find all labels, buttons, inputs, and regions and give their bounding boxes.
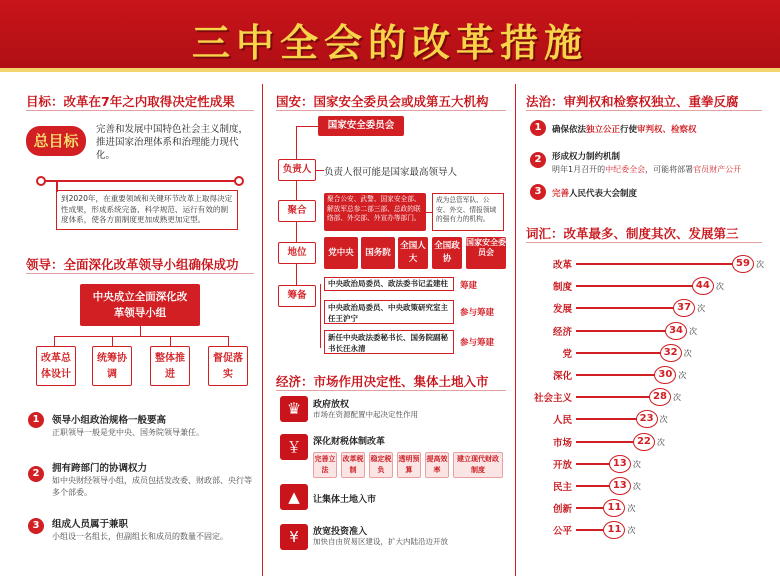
divider [526,242,762,243]
prepare-role: 参与筹建 [460,308,495,318]
word-label: 开放 [552,459,572,471]
divider [26,273,254,274]
word-bar [576,285,694,287]
word-label: 党 [562,348,572,360]
goal-badge: 总目标 [26,126,86,156]
leader-item-title: 领导小组政治规格一般要高 [52,415,167,426]
leader-item-title: 拥有跨部门的协调权力 [52,463,148,474]
header-banner [0,0,780,72]
connector [296,126,318,127]
goal-section-title: 目标：改革在7年之内取得决定性成果 [26,94,235,109]
word-count-suffix: 次 [756,260,764,269]
word-frequency-chart [520,248,770,578]
word-label: 人民 [552,415,572,427]
status-box: 国务院 [361,237,395,269]
word-label: 民主 [552,482,572,493]
word-count: 11 [603,521,625,539]
tax-reform-box: 建立现代财政制度 [453,452,503,478]
dot-icon [36,176,46,186]
word-label: 制度 [552,282,572,294]
leader-item-text: 小组设一名组长，但副组长和成员的数量不固定。 [52,532,228,541]
goal-line [40,180,240,182]
connector [316,170,324,171]
tax-reform-box: 稳定税负 [369,452,393,478]
page-title: 三中全会的改革措施 [191,21,588,65]
tax-reform-box: 完善立法 [313,452,337,478]
word-count: 44 [692,277,714,295]
money-icon: ￥ [280,434,308,460]
economy-item-title: 放宽投资准入 [313,527,368,537]
column-divider [515,84,516,576]
nsc-top-box: 国家安全委员会 [318,116,404,136]
word-count-suffix: 次 [689,326,698,336]
leader-item-title: 组成人员属于兼职 [52,519,129,530]
word-count: 59 [732,255,754,273]
word-count: 22 [633,433,655,451]
tax-reform-box: 提高效率 [425,452,449,478]
word-count-suffix: 次 [659,415,668,425]
word-count: 30 [654,366,676,384]
status-box: 党中央 [324,237,358,269]
word-label: 创新 [552,504,572,516]
status-box: 全国人大 [398,237,428,269]
word-bar [576,418,638,420]
word-count: 13 [609,455,631,473]
number-badge: 2 [530,152,546,168]
status-box: 全国政协 [432,237,462,269]
land-icon: ▲ [280,484,308,510]
status-box: 国家安全委员会 [466,237,506,269]
word-count: 23 [636,410,658,428]
words-section-title: 词汇：改革最多、制度其次、发展第三 [526,226,739,241]
word-bar [576,374,656,376]
prepare-person: 新任中央政法委秘书长、国务院副秘书长汪永清 [324,330,454,354]
law-item-title: 形成权力制约机制 [552,152,621,162]
row-label-prepare: 筹备 [278,285,316,307]
economy-item-title: 政府放权 [313,400,350,410]
leader-text: 负责人很可能是国家最高领导人 [324,167,458,178]
word-count-suffix: 次 [715,282,724,292]
economy-item-text: 加快自由贸易区建设，扩大内陆沿边开放 [313,537,448,546]
dot-icon [234,176,244,186]
number-badge: 1 [530,120,546,136]
word-bar [576,485,611,487]
leader-item-text: 如中央财经领导小组，成员包括发改委、财政部、央行等多个部委。 [52,476,252,497]
word-count: 11 [603,499,625,517]
word-bar [576,529,605,531]
word-count-suffix: 次 [627,504,636,514]
economy-section-title: 经济：市场作用决定性、集体土地入市 [276,374,489,389]
word-count-suffix: 次 [656,437,665,447]
leader-sub-box: 改革总体设计 [36,346,76,386]
word-label: 经济 [552,326,572,338]
word-count: 13 [609,477,631,495]
divider [276,390,506,391]
law-item-1: 确保依法独立公正行使审判权、检察权 [552,125,697,135]
word-label: 改革 [552,260,572,271]
connector [170,336,171,346]
word-label: 深化 [552,371,572,382]
column-divider [262,84,263,576]
connector [54,336,228,337]
leader-sub-box: 督促落实 [208,346,248,386]
law-section-title: 法治：审判权和检察权独立、重拳反腐 [526,94,739,109]
divider [26,110,254,111]
goal-note: 到2020年，在重要领域和关键环节改革上取得决定性成果，形成系统完备、科学规范、运行有效的制度体系，使各方面制度更加成熟更加定型。 [56,190,238,230]
row-label-aggregate: 聚合 [278,200,316,222]
word-count-suffix: 次 [683,348,692,358]
row-label-leader: 负责人 [278,159,316,181]
aggregate-text: 聚合公安、武警、国家安全部、解放军总参二部三部、总政的联络部、外交部、外宣办等部门。 [324,193,426,231]
number-badge: 2 [28,466,44,482]
leader-sub-box: 整体推进 [150,346,190,386]
word-bar [576,263,734,265]
law-item-3: 完善人民代表大会制度 [552,189,638,199]
word-count: 34 [665,322,687,340]
word-count-suffix: 次 [697,304,706,314]
word-label: 市场 [552,437,572,449]
word-count-suffix: 次 [632,482,641,491]
word-bar [576,352,662,354]
word-bar [576,330,667,332]
leader-item-text: 正职领导一般是党中央、国务院领导兼任。 [52,428,204,437]
word-count-suffix: 次 [672,393,681,403]
law-item-2-text: 明年1月召开的中纪委全会，可能将部署官员财产公开 [552,165,742,174]
government-icon: ♛ [280,396,308,422]
word-label: 社会主义 [533,393,572,405]
word-count-suffix: 次 [678,371,687,380]
prepare-role: 参与筹建 [460,338,495,348]
prepare-person: 中央政治局委员、政法委书记孟建柱 [324,277,454,291]
row-label-status: 地位 [278,242,316,264]
word-count: 28 [649,388,671,406]
word-bar [576,396,651,398]
connector [320,284,321,348]
number-badge: 1 [28,412,44,428]
connector [140,326,141,336]
divider [276,110,506,111]
yen-icon: ¥ [280,524,308,550]
aggregate-result: 成为总管军队、公安、外交、情报领域的强有力的机构。 [432,193,504,231]
word-label: 公平 [552,526,572,538]
connector [112,336,113,346]
tax-reform-box: 透明预算 [397,452,421,478]
tax-reform-box: 改革税制 [341,452,365,478]
word-count: 37 [673,299,695,317]
connector [54,336,55,346]
prepare-person: 中央政治局委员、中央政策研究室主任王沪宁 [324,300,454,324]
word-bar [576,307,675,309]
leader-section-title: 领导：全面深化改革领导小组确保成功 [26,257,239,272]
word-bar [576,463,611,465]
word-bar [576,441,635,443]
economy-item-text: 市场在资源配置中起决定性作用 [313,410,418,419]
leader-main-box: 中央成立全面深化改革领导小组 [80,284,200,326]
leader-sub-box: 统筹协调 [92,346,132,386]
economy-item-title: 让集体土地入市 [313,495,377,505]
goal-text: 完善和发展中国特色社会主义制度，推进国家治理体系和治理能力现代化。 [96,124,249,161]
word-count-suffix: 次 [627,526,636,536]
connector [228,336,229,346]
number-badge: 3 [530,184,546,200]
word-label: 发展 [552,304,572,316]
divider [526,110,762,111]
word-count-suffix: 次 [632,459,641,469]
economy-item-title: 深化财税体制改革 [313,437,386,447]
security-section-title: 国安：国家安全委员会或成第五大机构 [276,94,489,109]
word-bar [576,507,605,509]
prepare-role: 筹建 [460,281,478,291]
number-badge: 3 [28,518,44,534]
word-count: 32 [660,344,682,362]
